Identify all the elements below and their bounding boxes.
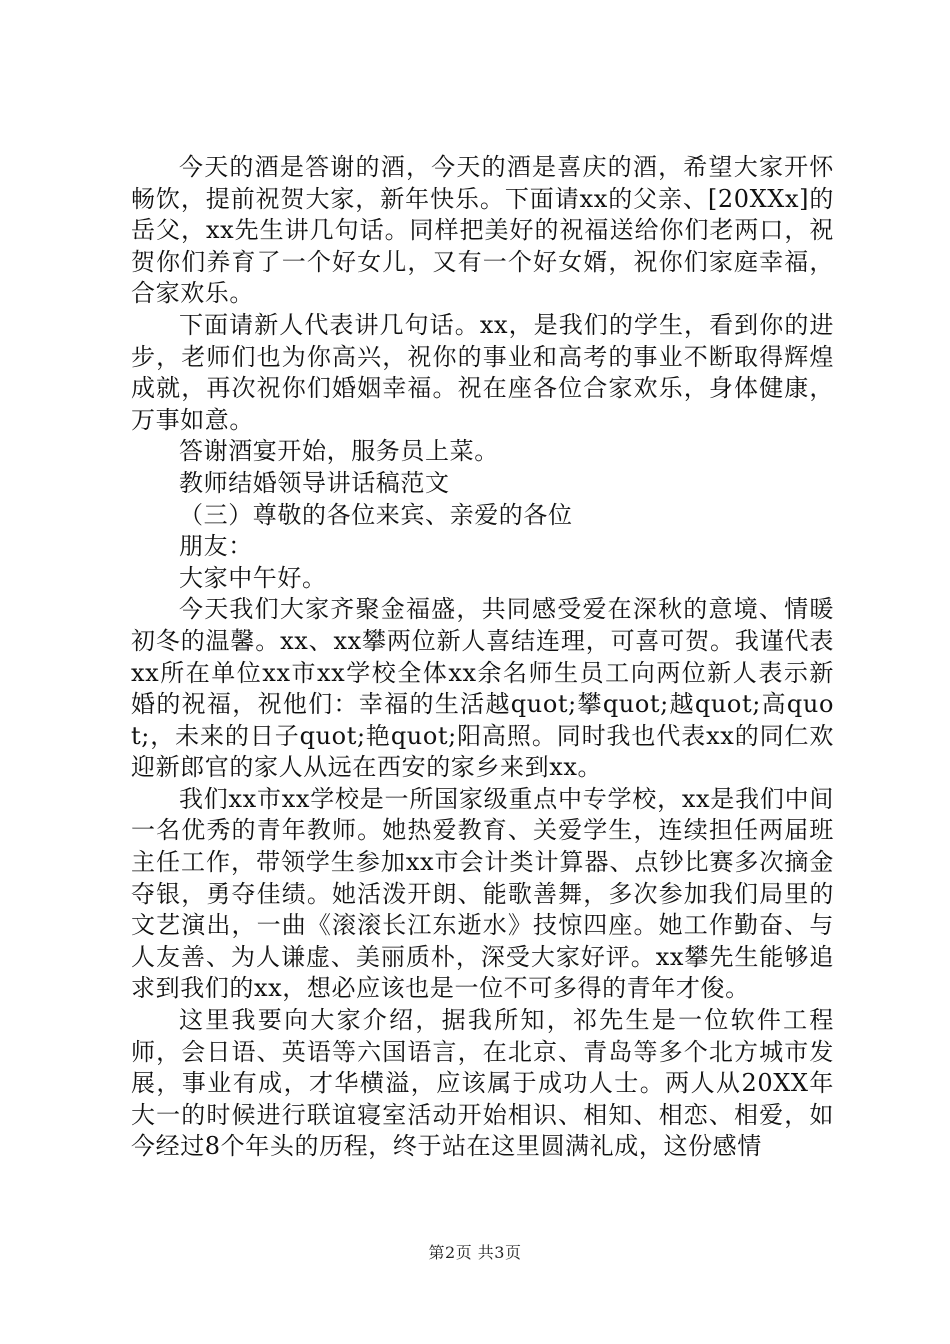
- paragraph-school-intro: 我们xx市xx学校是一所国家级重点中专学校，xx是我们中间一名优秀的青年教师。她热爱教育、关爱学生，连续担任两届班主任工作，带领学生参加xx市会计类计算器、点钞比赛多次摘金夺银，勇夺佳绩。她活泼开朗、能歌善舞，多次参加我们局里的文艺演出，一曲《滚滚长江东逝水》技惊四座。她工作勤奋、与人友善、为人谦虚、美丽质朴，深受大家好评。xx攀先生能够追求到我们的xx，想必应该也是一位不可多得的青年才俊。: [131, 784, 834, 1003]
- page-number-footer: 第2页 共3页: [428, 1243, 522, 1262]
- paragraph-greeting: 大家中午好。: [179, 563, 327, 592]
- paragraph-banquet-start: 答谢酒宴开始，服务员上菜。: [179, 437, 499, 466]
- paragraph-groom-intro: 这里我要向大家介绍，据我所知，祁先生是一位软件工程师，会日语、英语等六国语言，在北京、青岛等多个北方城市发展，事业有成，才华横溢，应该属于成功人士。两人从20XX年大一的时候进行联谊寝室活动开始相识、相知、相恋、相爱，如今经过8个年头的历程，终于站在这里圆满礼成，这份感情: [131, 1006, 834, 1161]
- paragraph-newlywed-speech: 下面请新人代表讲几句话。xx，是我们的学生，看到你的进步，老师们也为你高兴，祝你的事业和高考的事业不断取得辉煌成就，再次祝你们婚姻幸福。祝在座各位合家欢乐，身体健康，万事如意。: [131, 310, 834, 434]
- paragraph-toast-thanks: 今天的酒是答谢的酒，今天的酒是喜庆的酒，希望大家开怀畅饮，提前祝贺大家，新年快乐。下面请xx的父亲、[20XXx]的岳父，xx先生讲几句话。同样把美好的祝福送给你们老两口，祝贺你们养育了一个好女儿，又有一个好女婿，祝你们家庭幸福，合家欢乐。: [131, 153, 834, 308]
- section-title: 教师结婚领导讲话稿范文: [179, 468, 450, 497]
- document-body: [131, 152, 834, 1163]
- paragraph-salutation: 朋友：: [179, 532, 253, 561]
- section-heading-three: （三）尊敬的各位来宾、亲爱的各位: [179, 500, 573, 529]
- paragraph-gathering: 今天我们大家齐聚金福盛，共同感受爱在深秋的意境、情暖初冬的温馨。xx、xx攀两位新人喜结连理，可喜可贺。我谨代表xx所在单位xx市xx学校全体xx余名师生员工向两位新人表示新婚的祝福，祝他们：幸福的生活越quot;攀quot;越quot;高quot;，未来的日子quot;艳quot;阳高照。同时我也代表xx的同仁欢迎新郎官的家人从远在西安的家乡来到xx。: [131, 595, 834, 782]
